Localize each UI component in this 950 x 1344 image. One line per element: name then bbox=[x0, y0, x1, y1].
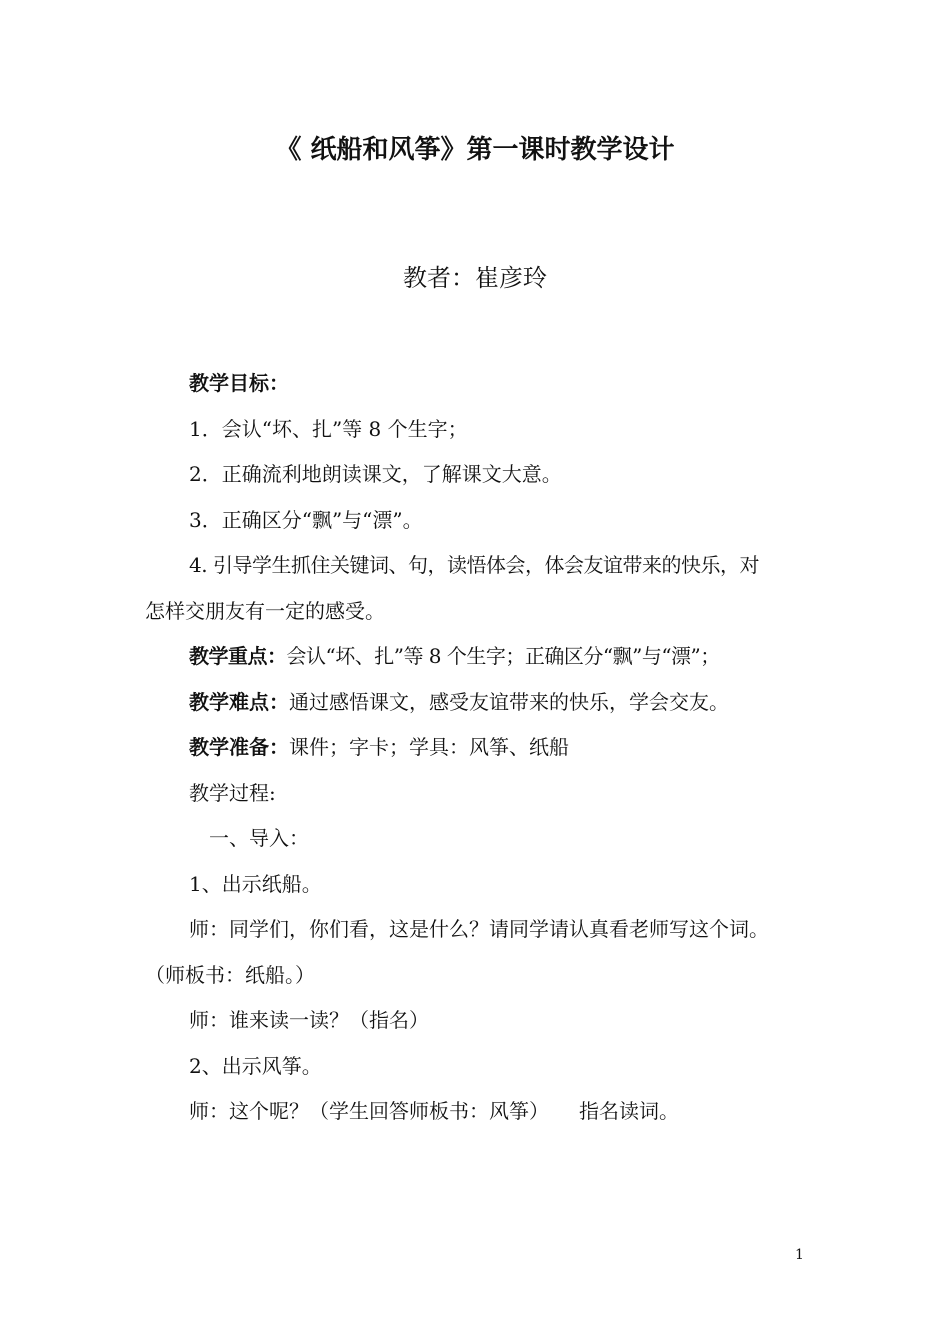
process-line-1: 1、出示纸船。 bbox=[189, 871, 322, 896]
objectives-heading: 教学目标： bbox=[189, 371, 289, 395]
process-line-6 bbox=[145, 1089, 825, 1135]
process-line-5: 2、出示风筝。 bbox=[189, 1053, 322, 1078]
process-line-4: 师：谁来读一读？（指名） bbox=[189, 1008, 429, 1032]
key-points-text: 会认“坏、扎”等 8 个生字；正确区分“飘”与“漂”； bbox=[286, 644, 720, 668]
document-title: 《 纸船和风筝》第一课时教学设计 bbox=[275, 135, 675, 165]
document-body bbox=[145, 361, 825, 1135]
objective-item-2: 2．正确流利地朗读课文，了解课文大意。 bbox=[189, 462, 562, 486]
objective-item-4-continued: 怎样交朋友有一定的感受。 bbox=[145, 598, 385, 623]
preparation-text: 课件；字卡；学具：风筝、纸船 bbox=[289, 735, 569, 759]
objective-item-3: 3．正确区分“飘”与“漂”。 bbox=[189, 507, 423, 532]
preparation-label: 教学准备： bbox=[189, 735, 289, 759]
author-line: 教者：崔彦玲 bbox=[403, 264, 547, 292]
process-line-6-tail: 指名读词。 bbox=[579, 1099, 679, 1123]
preparation-paragraph bbox=[145, 725, 825, 771]
key-points-paragraph bbox=[145, 634, 825, 680]
process-line-3: （师板书：纸船。） bbox=[145, 962, 315, 987]
objective-item-4: 4. 引导学生抓住关键词、句，读悟体会，体会友谊带来的快乐，对 bbox=[189, 553, 759, 577]
difficulties-label: 教学难点： bbox=[189, 689, 289, 714]
process-line-6-text: 师：这个呢？（学生回答师板书：风筝） bbox=[189, 1099, 549, 1123]
objective-item-1: 1．会认“坏、扎”等 8 个生字； bbox=[189, 416, 468, 441]
process-line-2: 师：同学们，你们看，这是什么？请同学请认真看老师写这个词。 bbox=[189, 917, 769, 941]
process-heading: 教学过程: bbox=[189, 780, 276, 805]
difficulties-text: 通过感悟课文，感受友谊带来的快乐，学会交友。 bbox=[289, 689, 729, 714]
page-number: 1 bbox=[795, 1247, 804, 1263]
difficulties-paragraph bbox=[145, 680, 825, 726]
key-points-label: 教学重点： bbox=[189, 644, 287, 668]
process-section-1: 一、导入： bbox=[209, 826, 309, 850]
